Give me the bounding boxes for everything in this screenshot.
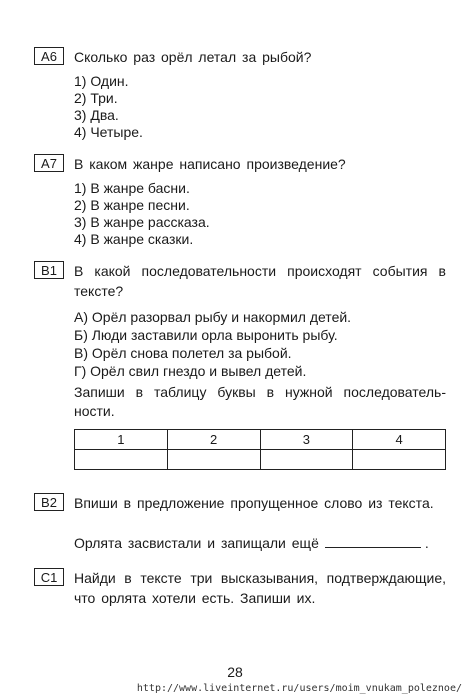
- question-text-b2: Впиши в предложение пропущенное слово из текста.: [74, 495, 434, 511]
- page-number: 28: [227, 664, 243, 680]
- option-b1-a: А) Орёл разорвал рыбу и накормил детей.: [74, 309, 352, 325]
- sentence-end-b2: .: [424, 535, 429, 551]
- answer-table-b1: [74, 429, 446, 470]
- question-text-a7: В каком жанре написано произведение?: [74, 156, 346, 172]
- answer-cell-4[interactable]: [353, 450, 446, 470]
- source-url: http://www.liveinternet.ru/users/moim_vnukam_poleznoe/: [136, 683, 462, 694]
- question-b1: [34, 261, 446, 380]
- question-code-c1: С1: [34, 568, 64, 586]
- question-c1: [34, 568, 446, 608]
- table-header-4: 4: [353, 430, 446, 450]
- table-header-3: 3: [260, 430, 353, 450]
- table-answer-row: [75, 450, 446, 470]
- table-header-1: 1: [75, 430, 168, 450]
- instruction-b1: Запиши в таблицу буквы в нужной последовательности.: [74, 384, 446, 419]
- table-header-row: [75, 430, 446, 450]
- question-a6: [34, 47, 446, 141]
- question-text-b1: В какой последовательности происходят события в тексте?: [74, 263, 446, 299]
- instruction-b1-block: [34, 383, 446, 421]
- option-b1-g: Г) Орёл свил гнездо и вывел детей.: [74, 363, 307, 379]
- question-text-a6: Сколько раз орёл летал за рыбой?: [74, 49, 312, 65]
- question-code-b2: В2: [34, 493, 64, 511]
- option-a6-3: 3) Два.: [74, 107, 119, 123]
- answer-cell-1[interactable]: [75, 450, 168, 470]
- answer-cell-3[interactable]: [260, 450, 353, 470]
- options-a6: [74, 73, 446, 141]
- question-code-a7: А7: [34, 154, 64, 172]
- question-code-a6: А6: [34, 47, 64, 65]
- answer-blank-b2[interactable]: [325, 533, 421, 548]
- option-b1-v: В) Орёл снова полетел за рыбой.: [74, 345, 292, 361]
- fill-sentence-b2: [34, 533, 446, 553]
- option-a7-1: 1) В жанре басни.: [74, 180, 190, 196]
- option-a6-2: 2) Три.: [74, 90, 118, 106]
- sentence-text-b2: Орлята засвистали и запищали ещё: [74, 535, 319, 551]
- option-b1-b: Б) Люди заставили орла выронить рыбу.: [74, 327, 338, 343]
- answer-cell-2[interactable]: [167, 450, 260, 470]
- option-a6-4: 4) Четыре.: [74, 124, 143, 140]
- options-a7: [74, 180, 446, 248]
- option-a6-1: 1) Один.: [74, 73, 129, 89]
- question-text-c1: Найди в тексте три высказывания, подтверждающие, что орлята хотели есть. Запиши их.: [74, 570, 446, 606]
- options-b1: [74, 308, 446, 380]
- option-a7-3: 3) В жанре рассказа.: [74, 214, 210, 230]
- question-b2: [34, 493, 446, 513]
- question-a7: [34, 154, 446, 248]
- option-a7-2: 2) В жанре песни.: [74, 197, 190, 213]
- question-code-b1: В1: [34, 261, 64, 279]
- table-header-2: 2: [167, 430, 260, 450]
- option-a7-4: 4) В жанре сказки.: [74, 231, 194, 247]
